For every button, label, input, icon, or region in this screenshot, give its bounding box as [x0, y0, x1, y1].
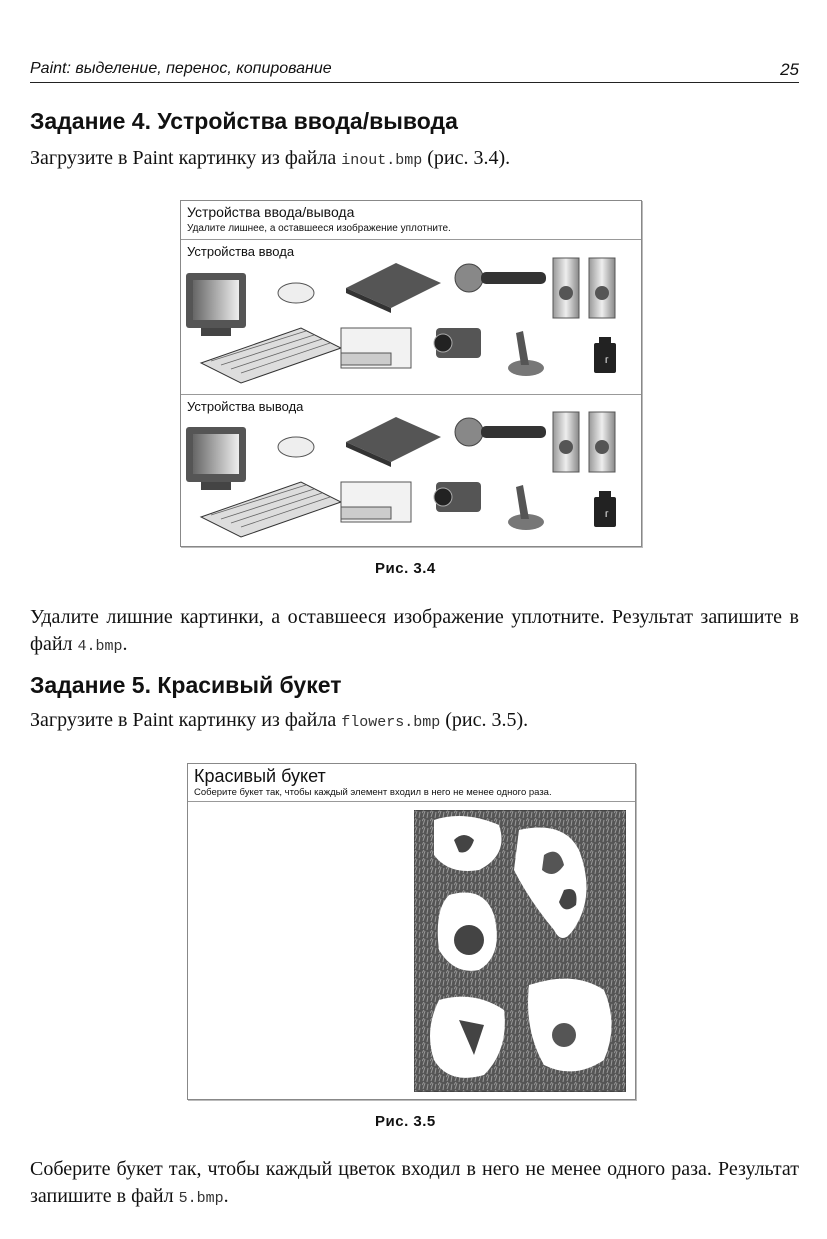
microphone-icon	[455, 264, 546, 292]
task5-intro-text: Загрузите в Paint картинку из файла	[30, 709, 342, 731]
figure-flowers-title: Красивый букет	[194, 766, 326, 786]
speakers-icon	[553, 412, 615, 472]
figure-inout	[180, 200, 642, 547]
task4-heading: Задание 4. Устройства ввода/вывода	[30, 108, 458, 134]
section-output-label: Устройства вывода	[187, 399, 304, 414]
weight-label: г	[605, 355, 609, 366]
task5-intro	[30, 707, 799, 736]
task5-heading: Задание 5. Красивый букет	[30, 672, 342, 698]
joystick-icon	[508, 331, 544, 376]
output-devices-illustration	[181, 407, 641, 545]
figure-divider	[188, 801, 635, 802]
scanner-icon	[346, 417, 441, 467]
header-title: Paint: выделение, перенос, копирование	[30, 60, 332, 77]
camcorder-icon	[434, 328, 481, 358]
task5-after-text: Соберите букет так, чтобы каждый цветок входил в него не менее одного раза. Результат запишите в файл	[30, 1158, 799, 1207]
task5-intro-file: flowers.bmp	[341, 714, 441, 731]
figure-inout-subtitle: Удалите лишнее, а оставшееся изображение уплотните.	[187, 223, 451, 234]
flowers-illustration	[414, 810, 626, 1092]
task4-after	[30, 604, 799, 660]
weight-label: г	[605, 509, 609, 520]
section-input-label: Устройства ввода	[187, 244, 295, 259]
printer-icon	[341, 482, 411, 522]
joystick-icon	[508, 485, 544, 530]
figure-flowers	[187, 763, 636, 1100]
running-header	[30, 60, 799, 83]
printer-icon	[341, 328, 411, 368]
task4-intro-file: inout.bmp	[341, 152, 423, 169]
flower-patch	[528, 979, 612, 1072]
input-devices-illustration	[181, 253, 641, 391]
figure-3-4-caption: Рис. 3.4	[375, 560, 436, 577]
task5-after-file: 5.bmp	[178, 1190, 224, 1207]
figure-inout-title: Устройства ввода/вывода	[187, 204, 355, 220]
weight-icon	[594, 491, 616, 527]
task5-intro-ref: (рис. 3.5).	[440, 709, 529, 731]
monitor-icon	[186, 427, 246, 490]
mouse-icon	[278, 437, 314, 457]
scanner-icon	[346, 263, 441, 313]
task4-after-file: 4.bmp	[77, 638, 123, 655]
figure-flowers-subtitle: Соберите букет так, чтобы каждый элемент входил в него не менее одного раза.	[194, 787, 552, 798]
speakers-icon	[553, 258, 615, 318]
keyboard-icon	[201, 482, 341, 537]
figure-divider	[181, 394, 641, 395]
task5-after-end: .	[223, 1185, 229, 1207]
task4-after-text: Удалите лишние картинки, а оставшееся изображение уплотните. Результат запишите в файл	[30, 606, 799, 655]
task4-after-end: .	[122, 633, 128, 655]
monitor-icon	[186, 273, 246, 336]
keyboard-icon	[201, 328, 341, 383]
flower-patch	[438, 893, 497, 971]
figure-3-5-caption: Рис. 3.5	[375, 1113, 436, 1130]
task5-after	[30, 1156, 799, 1212]
camcorder-icon	[434, 482, 481, 512]
task4-intro-text: Загрузите в Paint картинку из файла	[30, 147, 342, 169]
task4-intro-ref: (рис. 3.4).	[422, 147, 511, 169]
page-number: 25	[780, 60, 799, 79]
task4-intro	[30, 145, 799, 174]
mouse-icon	[278, 283, 314, 303]
weight-icon	[594, 337, 616, 373]
figure-divider	[181, 239, 641, 240]
microphone-icon	[455, 418, 546, 446]
